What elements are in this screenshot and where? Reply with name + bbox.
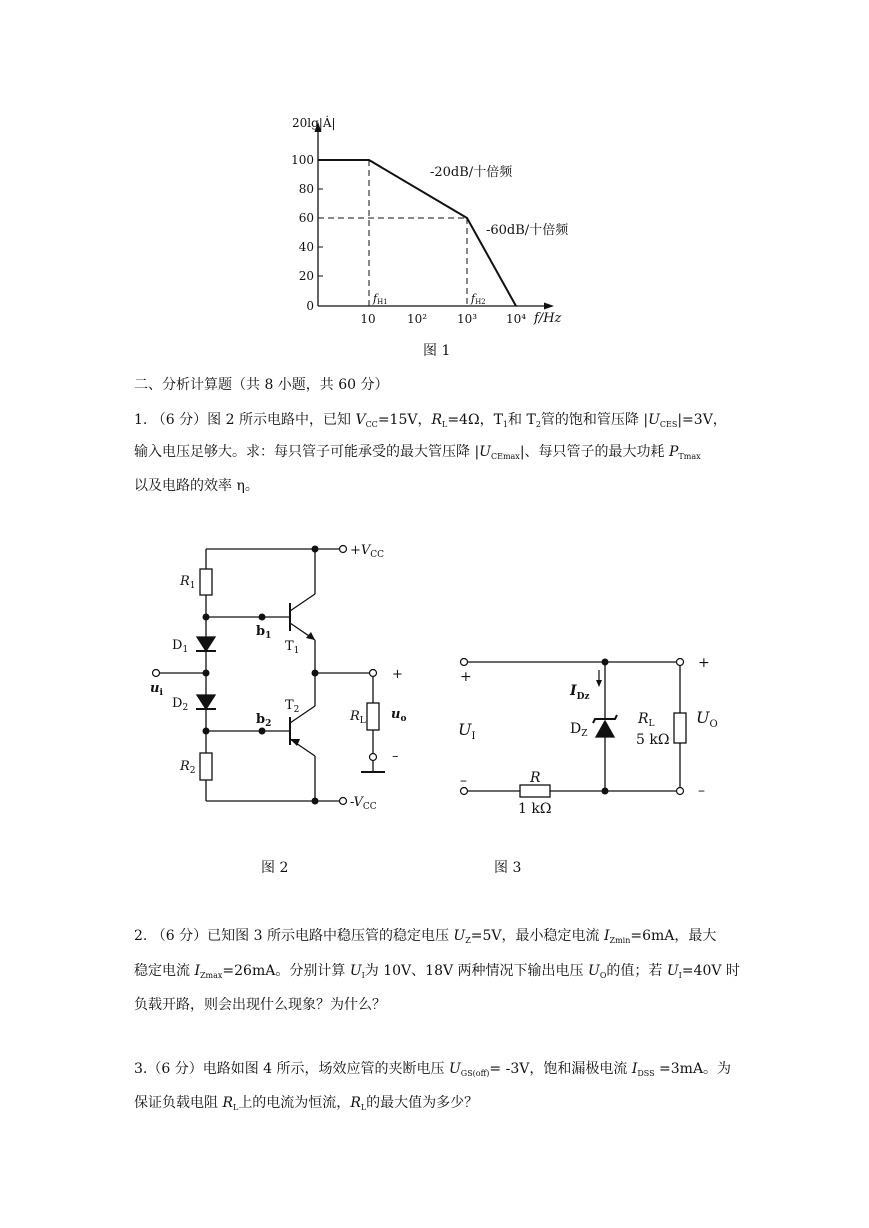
q2-line1: 2. （6 分）已知图 3 所示电路中稳压管的稳定电压 $U_Z=5V$，最小稳定电流 $I_{Zmin}=6mA$，最大 <box>134 928 717 945</box>
d1-diode <box>196 637 216 651</box>
fig3-ui-label: $U_I$ <box>458 720 476 742</box>
fig3-plus-right: + <box>698 655 710 671</box>
x-tick-10000: 10⁴ <box>505 312 527 326</box>
fig3-minus-right: – <box>698 783 705 799</box>
fig3-minus-left: – <box>460 773 467 789</box>
t1-label: $T_1$ <box>285 639 300 656</box>
fh1-label: fH1 <box>373 292 388 306</box>
r2-resistor <box>200 753 212 780</box>
r-value: 1 kΩ <box>518 801 552 817</box>
t2-label: $T_2$ <box>285 698 300 715</box>
fig3-caption: 图 3 <box>494 860 522 876</box>
fig2-circuit <box>140 530 440 820</box>
r-label: R <box>530 770 541 786</box>
y-tick-100: 100 <box>291 153 314 167</box>
y-tick-60: 60 <box>298 211 314 225</box>
rl-label-fig3: $R_L$ <box>638 711 655 729</box>
junction-dots <box>203 546 319 805</box>
q2-line3: 负载开路，则会出现什么现象？为什么？ <box>134 997 386 1013</box>
guide-lines <box>318 160 467 306</box>
q3-line2: 保证负载电阻 $R_L$上的电流为恒流，$R_L$的最大值为多少？ <box>134 1095 479 1112</box>
uo-minus: – <box>392 749 399 764</box>
d1-label: $D_1$ <box>172 638 189 655</box>
x-tick-100: 10² <box>406 312 428 326</box>
fig3-circuit <box>450 645 730 825</box>
q1-line2: 输入电压足够大。求：每只管子可能承受的最大管压降 $|U_{CEmax}|$、每只管子的最大功耗 $P_{Tmax}$ <box>134 444 701 461</box>
idz-arrow <box>596 670 602 687</box>
d2-label: $D_2$ <box>172 696 189 713</box>
uo-plus: + <box>392 667 403 682</box>
rl-resistor-fig3 <box>674 713 686 743</box>
rl-value-fig3: 5 kΩ <box>636 732 670 748</box>
d2-diode <box>196 695 216 709</box>
section-heading: 二、分析计算题（共 8 小题，共 60 分） <box>134 377 389 393</box>
q1-line3: 以及电路的效率 η。 <box>134 478 259 494</box>
r1-label: $R_1$ <box>180 574 196 591</box>
x-tick-1000: 10³ <box>456 312 478 326</box>
b1-label: $b_1$ <box>256 624 272 641</box>
q1-line1: 1. （6 分）图 2 所示电路中，已知 $V_{CC}=15V$，$R_L=4\Omega$，$T_1$和 $T_2$管的饱和管压降 $|U_{CES}|=3V$， <box>134 412 727 429</box>
r1-resistor <box>200 569 212 595</box>
y-tick-20: 20 <box>298 269 314 283</box>
r2-label: $R_2$ <box>180 759 196 776</box>
t1-emitter-arrow <box>306 632 315 640</box>
vcc-pos-label: $+V_{CC}$ <box>350 543 385 560</box>
zener-diode <box>593 715 617 737</box>
fig1-caption: 图 1 <box>423 343 451 359</box>
uo-label: $u_o$ <box>391 707 407 724</box>
y-axis-label: 20lg|Ȧ| <box>292 116 336 130</box>
x-axis-arrow <box>544 303 554 310</box>
ui-label: $u_i$ <box>150 681 163 698</box>
q2-line2: 稳定电流 $I_{Zmax}=26mA$。分别计算 $U_I$为 10V、18V 两种情况下输出电压 $U_O$的值；若 $U_I=40V$ 时 <box>134 963 740 980</box>
b2-label: $b_2$ <box>256 712 272 729</box>
fig2-caption: 图 2 <box>261 860 289 876</box>
fh2-label: fH2 <box>471 292 486 306</box>
y-tick-0: 0 <box>306 299 314 313</box>
r-resistor <box>520 785 550 797</box>
rl-label: $R_L$ <box>350 709 366 726</box>
bode-plot-figure <box>270 110 590 330</box>
fig3-uo-label: $U_O$ <box>696 708 718 730</box>
slope1-label: -20dB/十倍频 <box>430 165 513 180</box>
y-tick-80: 80 <box>298 182 314 196</box>
x-axis-label: f/Hz <box>534 311 562 326</box>
x-tick-10: 10 <box>360 312 376 326</box>
fig3-plus-left: + <box>460 669 472 685</box>
rl-resistor <box>367 703 379 730</box>
slope2-label: -60dB/十倍频 <box>486 223 569 238</box>
y-tick-40: 40 <box>298 240 314 254</box>
vcc-neg-label: $-V_{CC}$ <box>350 795 377 812</box>
idz-label: $I_{Dz}$ <box>570 683 590 702</box>
q3-line1: 3.（6 分）电路如图 4 所示，场效应管的夹断电压 $U_{GS(off)}= -3V$，饱和漏极电流 $I_{DSS} =3mA$。为 <box>134 1061 732 1078</box>
dz-label: $D_Z$ <box>570 721 588 739</box>
